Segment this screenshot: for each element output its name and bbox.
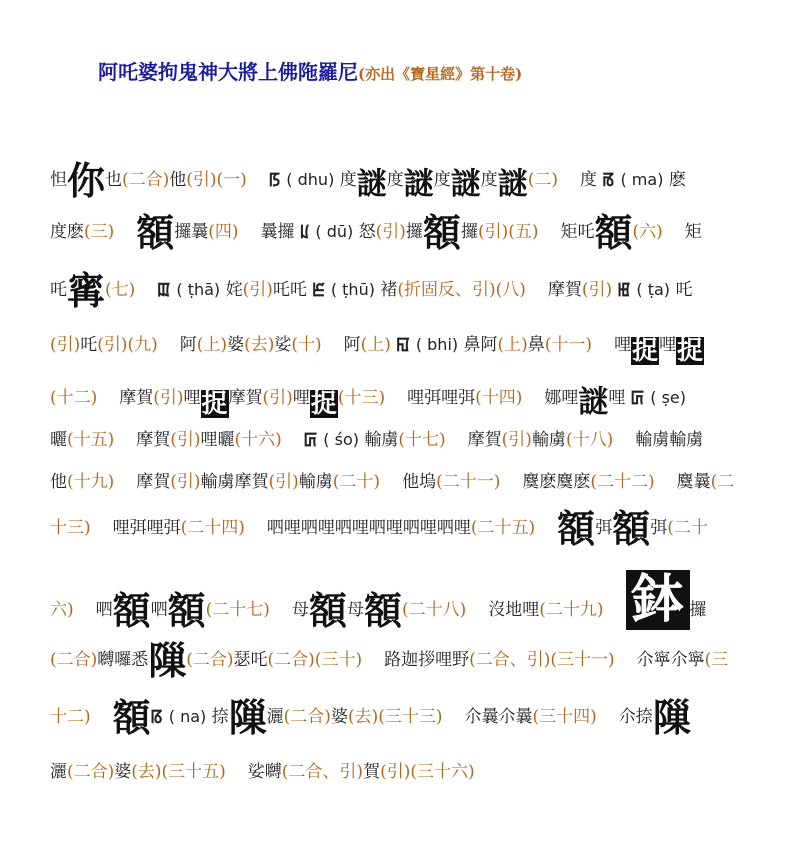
chinese-text: 婆 xyxy=(227,335,245,355)
rare-character-image-icon: 額 xyxy=(112,696,151,740)
rare-character-image-icon: 鉢 xyxy=(626,570,690,630)
text-line xyxy=(50,269,693,313)
chinese-text: 吒 xyxy=(50,280,67,300)
chinese-text: 攞曩 xyxy=(174,222,209,242)
chinese-text: 呬 xyxy=(150,600,168,620)
annotation-note: (引) xyxy=(153,388,184,408)
annotation-note: (七) xyxy=(105,280,136,300)
rare-character-image-icon: 額 xyxy=(308,589,347,633)
rare-character-image-icon: 捉 xyxy=(201,389,228,419)
romanization: ( bhi) xyxy=(415,335,459,354)
chinese-text: 婆 xyxy=(114,762,132,782)
annotation-note: (二十八) xyxy=(401,600,467,620)
text-line xyxy=(50,378,686,418)
chinese-text: 他塢 xyxy=(402,472,437,492)
rare-character-image-icon: 謎 xyxy=(450,167,481,202)
chinese-text: 哩弭哩弭 xyxy=(112,518,181,538)
romanization: ( dhu) xyxy=(286,170,335,189)
chinese-text: 哩 xyxy=(614,335,632,355)
annotation-note: (二合)(三十) xyxy=(267,650,363,670)
chinese-text: 呬哩呬哩呬哩呬哩呬哩呬哩 xyxy=(266,518,471,538)
chinese-text: 度 xyxy=(433,170,451,190)
annotation-note: (二十一) xyxy=(436,472,501,492)
text-line xyxy=(50,159,686,203)
annotation-note: (十) xyxy=(291,335,322,355)
text-line xyxy=(50,420,703,460)
rare-character-image-icon: 額 xyxy=(594,211,633,255)
chinese-text: 度麽 xyxy=(50,222,84,242)
chinese-text: 矩吒 xyxy=(560,222,595,242)
chinese-text: 摩賀 xyxy=(136,472,171,492)
chinese-text: 尒曩尒曩 xyxy=(464,707,533,727)
rare-character-image-icon: 你 xyxy=(67,159,106,203)
annotation-note: (上) xyxy=(360,335,397,355)
chinese-text: 娑嚩 xyxy=(247,762,282,782)
chinese-text: 鼻阿 xyxy=(458,335,498,355)
annotation-note: (二十二) xyxy=(590,472,655,492)
chinese-text: 輸虜輸虜 xyxy=(635,430,704,450)
annotation-note: (三十四) xyxy=(532,707,597,727)
romanization: ( śo) xyxy=(323,430,359,449)
annotation-note: (引)(九) xyxy=(97,335,158,355)
annotation-note: (十六) xyxy=(234,430,282,450)
annotation-note: (引)(五) xyxy=(477,222,539,242)
chinese-text: 攞 xyxy=(689,600,707,620)
annotation-note: (十一) xyxy=(544,335,593,355)
rare-character-image-icon: 捉 xyxy=(677,336,704,366)
annotation-note: (引) xyxy=(581,280,618,300)
chinese-text: 輸虜摩賀 xyxy=(200,472,269,492)
annotation-note: (引) xyxy=(170,430,201,450)
chinese-text: 摩賀 xyxy=(119,388,154,408)
chinese-text: 捺 xyxy=(206,707,229,727)
annotation-note: (二合) xyxy=(186,650,234,670)
chinese-text: 輸虜 xyxy=(359,430,399,450)
chinese-text: 摩賀 xyxy=(136,430,171,450)
text-line xyxy=(50,639,729,683)
rare-character-image-icon: 謎 xyxy=(497,167,528,202)
text-line xyxy=(50,325,704,365)
romanization: ( ṭhā) xyxy=(176,280,221,299)
chinese-text: 曩攞 xyxy=(260,222,300,242)
rare-character-image-icon: 額 xyxy=(612,507,651,551)
siddham-glyph-icon: ꡚ xyxy=(630,387,645,408)
chinese-text: 弭 xyxy=(595,518,613,538)
chinese-text: 哩 xyxy=(659,335,677,355)
siddham-glyph-icon: ꡎ xyxy=(396,334,410,355)
chinese-text: 娑 xyxy=(274,335,292,355)
chinese-text: 矩 xyxy=(684,222,702,242)
rare-character-image-icon: 謎 xyxy=(356,167,387,202)
annotation-note: (引) xyxy=(268,472,299,492)
chinese-text: 摩賀 xyxy=(228,388,263,408)
romanization: ( ṭhū) xyxy=(330,280,375,299)
rare-character-image-icon: 額 xyxy=(136,211,175,255)
annotation-note: (三) xyxy=(84,222,115,242)
siddham-glyph-icon: ꡈ xyxy=(312,279,325,300)
chinese-text: 哩弭哩弭 xyxy=(407,388,476,408)
rare-character-image-icon: 隟 xyxy=(148,639,187,683)
chinese-text: 吒 xyxy=(670,280,693,300)
annotation-note: (上) xyxy=(196,335,228,355)
rare-character-image-icon: 隟 xyxy=(652,696,691,740)
annotation-note: (十四) xyxy=(475,388,523,408)
romanization: ( dū) xyxy=(315,222,354,241)
annotation-note: (引) xyxy=(242,280,273,300)
rare-character-image-icon: 額 xyxy=(167,589,206,633)
annotation-note: (引) xyxy=(170,472,201,492)
chinese-text: 尒寧尒寧 xyxy=(636,650,705,670)
annotation-note: (二十七) xyxy=(205,600,270,620)
chinese-text: 弭 xyxy=(650,518,668,538)
rare-character-image-icon: 捉 xyxy=(632,336,659,366)
siddham-glyph-icon: ꡚ xyxy=(303,429,318,450)
chinese-text: 摩賀 xyxy=(547,280,582,300)
annotation-note: (去)(三十三) xyxy=(347,707,443,727)
chinese-text: 哩 xyxy=(608,388,631,408)
annotation-note: (二合) xyxy=(283,707,331,727)
chinese-text: 度 xyxy=(579,170,603,190)
chinese-text: 他 xyxy=(169,170,187,190)
annotation-note: (二十四) xyxy=(180,518,245,538)
annotation-note: (二合) xyxy=(122,170,170,190)
annotation-note: (二合、引)(三十一) xyxy=(469,650,615,670)
text-line xyxy=(50,507,708,551)
chinese-text: 哩 xyxy=(183,388,201,408)
chinese-text: 怒 xyxy=(353,222,376,242)
siddham-glyph-icon: ꡉ xyxy=(157,279,171,300)
rare-character-image-icon: 謎 xyxy=(403,167,434,202)
chinese-text: 瑟吒 xyxy=(233,650,268,670)
chinese-text: 攞 xyxy=(405,222,423,242)
annotation-note: (二 xyxy=(710,472,735,492)
annotation-note: (十三) xyxy=(337,388,386,408)
chinese-text: 度 xyxy=(334,170,357,190)
chinese-text: 曬 xyxy=(50,430,67,450)
annotation-note: (去) xyxy=(244,335,275,355)
annotation-note: (引) xyxy=(501,430,532,450)
chinese-text: 輸虜 xyxy=(298,472,333,492)
siddham-glyph-icon: ꡅ xyxy=(617,279,631,300)
chinese-text: 阿 xyxy=(179,335,197,355)
annotation-note: (二合、引) xyxy=(281,762,364,782)
chinese-text: 怛 xyxy=(50,170,67,190)
romanization: ( ṭa) xyxy=(636,280,671,299)
title-source: (亦出《寶星經》第十卷) xyxy=(358,65,523,83)
annotation-note: (去)(三十五) xyxy=(131,762,226,782)
rare-character-image-icon: 額 xyxy=(112,589,151,633)
annotation-note: (十二) xyxy=(50,388,98,408)
annotation-note: (十八) xyxy=(565,430,614,450)
siddham-glyph-icon: ꡏ xyxy=(602,169,615,190)
chinese-text: 鼻 xyxy=(527,335,545,355)
text-line xyxy=(50,211,702,255)
annotation-note: (二十九) xyxy=(539,600,604,620)
chinese-text: 母 xyxy=(291,600,309,620)
rare-character-image-icon: 額 xyxy=(363,589,402,633)
chinese-text: 灑 xyxy=(266,707,284,727)
chinese-text: 麽 xyxy=(663,170,686,190)
annotation-note: 六) xyxy=(50,600,74,620)
chinese-text: 哩 xyxy=(292,388,310,408)
siddham-glyph-icon: ꡋ xyxy=(150,706,163,727)
chinese-text: 褚 xyxy=(374,280,398,300)
chinese-text: 姹 xyxy=(220,280,243,300)
chinese-text: 阿 xyxy=(343,335,361,355)
chinese-text: 吒吒 xyxy=(272,280,313,300)
text-line xyxy=(50,696,691,740)
annotation-note: (引) xyxy=(375,222,406,242)
annotation-note: (十五) xyxy=(67,430,115,450)
text-line xyxy=(50,570,707,633)
annotation-note: (六) xyxy=(632,222,663,242)
chinese-text: 他 xyxy=(50,472,67,492)
annotation-note: (引) xyxy=(50,335,81,355)
annotation-note: (二) xyxy=(527,170,558,190)
rare-character-image-icon: 謎 xyxy=(578,385,609,420)
rare-character-image-icon: 隟 xyxy=(228,696,267,740)
siddham-glyph-icon: ꡑ xyxy=(268,169,281,190)
chinese-text: 路迦拶哩野 xyxy=(384,650,470,670)
chinese-text: 哩曬 xyxy=(200,430,235,450)
annotation-note: (引)(一) xyxy=(186,170,247,190)
annotation-note: (十九) xyxy=(67,472,115,492)
chinese-text: 呬 xyxy=(95,600,113,620)
chinese-text: 攞 xyxy=(460,222,478,242)
rare-character-image-icon: 額 xyxy=(422,211,461,255)
annotation-note: (上) xyxy=(497,335,528,355)
rare-character-image-icon: 額 xyxy=(557,507,596,551)
annotation-note: (四) xyxy=(208,222,239,242)
chinese-text: 賀 xyxy=(363,762,381,782)
chinese-text: 麌麽麌麽 xyxy=(522,472,591,492)
annotation-note: (二合) xyxy=(50,650,98,670)
chinese-text: 婆 xyxy=(330,707,348,727)
siddham-glyph-icon: ꡊ xyxy=(299,221,310,242)
annotation-note: (二合) xyxy=(67,762,115,782)
title-main: 阿吒婆拘鬼神大將上佛陁羅尼 xyxy=(98,60,358,84)
annotation-note: (十七) xyxy=(398,430,446,450)
chinese-text: 吒 xyxy=(80,335,98,355)
annotation-note: (引)(三十六) xyxy=(380,762,475,782)
annotation-note: (二十五) xyxy=(470,518,536,538)
chinese-text: 也 xyxy=(105,170,123,190)
annotation-note: (三 xyxy=(704,650,729,670)
annotation-note: (二十 xyxy=(667,518,708,538)
chinese-text: 尒捺 xyxy=(618,707,653,727)
romanization: ( na) xyxy=(168,707,207,726)
rare-character-image-icon: 寗 xyxy=(67,269,106,313)
rare-character-image-icon: 捉 xyxy=(310,389,337,419)
chinese-text: 度 xyxy=(386,170,404,190)
annotation-note: (引) xyxy=(262,388,293,408)
dharani-title xyxy=(98,56,522,85)
chinese-text: 摩賀 xyxy=(467,430,502,450)
text-line xyxy=(50,462,734,502)
chinese-text: 灑 xyxy=(50,762,67,782)
annotation-note: (二十) xyxy=(332,472,381,492)
chinese-text: 母 xyxy=(346,600,364,620)
annotation-note: (折固反、引)(八) xyxy=(397,280,526,300)
chinese-text: 麌曩 xyxy=(676,472,711,492)
text-line xyxy=(50,752,475,792)
chinese-text: 度 xyxy=(480,170,498,190)
annotation-note: 十二) xyxy=(50,707,91,727)
romanization: ( ṣe) xyxy=(650,388,687,407)
chinese-text: 娜哩 xyxy=(544,388,579,408)
chinese-text: 嚩囉悉 xyxy=(97,650,149,670)
romanization: ( ma) xyxy=(620,170,664,189)
annotation-note: 十三) xyxy=(50,518,91,538)
chinese-text: 沒地哩 xyxy=(488,600,540,620)
chinese-text: 輸虜 xyxy=(531,430,566,450)
